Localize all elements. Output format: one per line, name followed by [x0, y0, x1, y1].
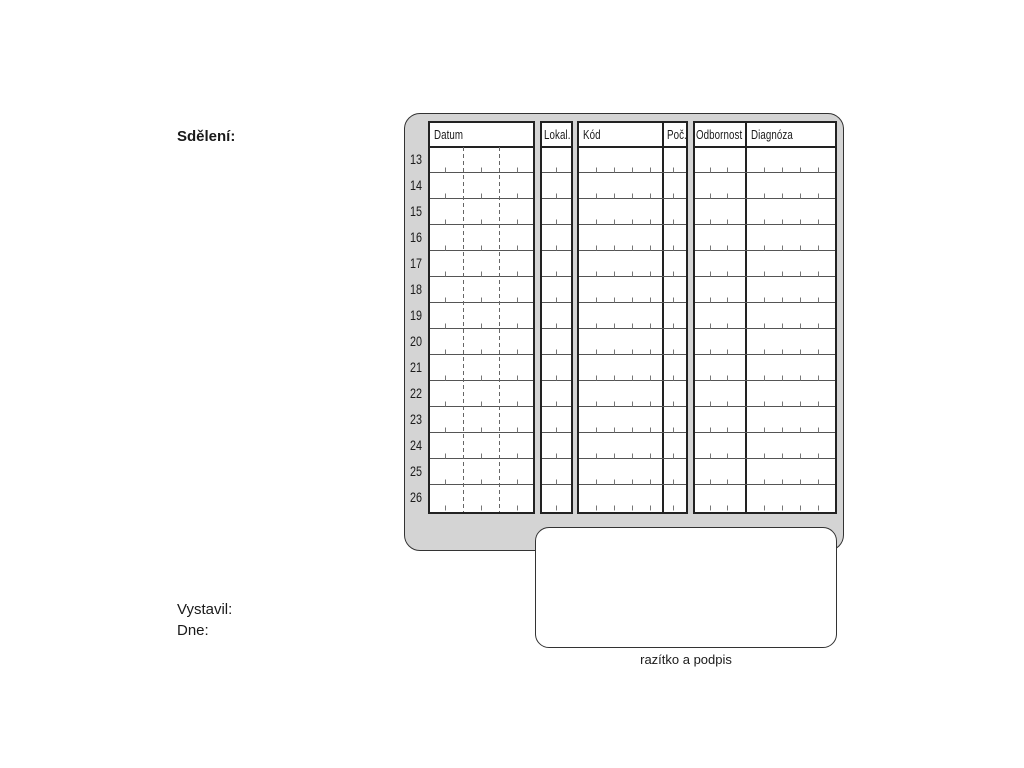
- stamp-signature-box[interactable]: [535, 527, 837, 648]
- header-divider: [695, 146, 835, 148]
- datum-header: Datum: [434, 128, 464, 142]
- row-number: 22: [410, 386, 423, 401]
- communication-label: Sdělení:: [177, 128, 236, 145]
- diagnoza-header: Diagnóza: [751, 128, 793, 142]
- row-number: 25: [410, 464, 423, 479]
- kod-header: Kód: [583, 128, 601, 142]
- issued-by-label: Vystavil:: [177, 601, 233, 618]
- row-number: 21: [410, 360, 423, 375]
- datum-column: [428, 121, 535, 514]
- date-label: Dne:: [177, 622, 209, 639]
- stamp-signature-label: razítko a podpis: [640, 652, 732, 667]
- odbornost-header: Odbornost: [696, 128, 743, 142]
- odbornost-diagnoza-divider: [745, 123, 747, 512]
- row-number: 20: [410, 334, 423, 349]
- header-divider: [542, 146, 571, 148]
- row-number: 15: [410, 204, 423, 219]
- header-divider: [579, 146, 686, 148]
- row-number: 18: [410, 282, 423, 297]
- row-number: 14: [410, 178, 423, 193]
- row-number: 24: [410, 438, 423, 453]
- row-number: 16: [410, 230, 423, 245]
- row-number: 13: [410, 152, 423, 167]
- header-divider: [430, 146, 533, 148]
- lokal-column: [540, 121, 573, 514]
- odbornost-diagnoza-column: [693, 121, 837, 514]
- kod-poc-column: [577, 121, 688, 514]
- row-number: 17: [410, 256, 423, 271]
- poc-header: Poč.: [667, 128, 687, 142]
- lokal-header: Lokal.: [544, 128, 571, 142]
- kod-poc-divider: [662, 123, 664, 512]
- row-number: 26: [410, 490, 423, 505]
- row-number: 23: [410, 412, 423, 427]
- row-number: 19: [410, 308, 423, 323]
